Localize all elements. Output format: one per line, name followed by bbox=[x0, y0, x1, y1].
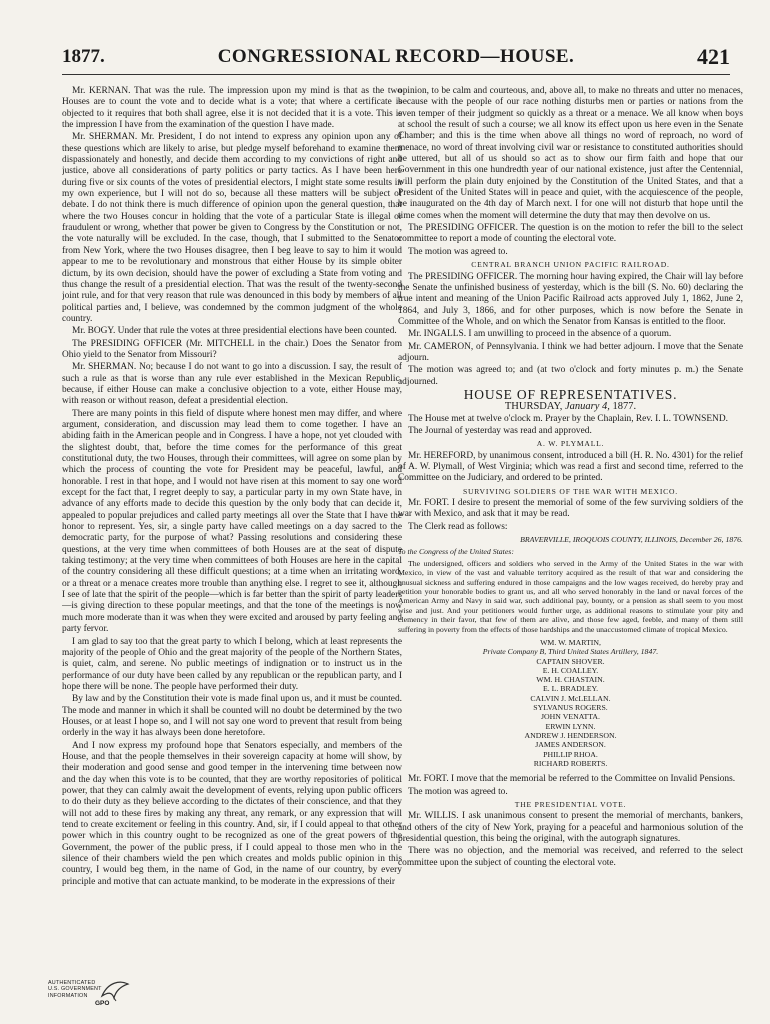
signer: ERWIN LYNN. bbox=[545, 721, 596, 731]
house-heading: HOUSE OF REPRESENTATIVES. bbox=[463, 386, 678, 402]
memorial-address: To the Congress of the United States: bbox=[398, 547, 514, 557]
signer: WM. W. MARTIN, bbox=[540, 638, 601, 647]
paragraph: Mr. HEREFORD, by unanimous consent, introduced a bill (H. R. No. 4301) for the relief of A. W. Plymall, of West Virginia; which was read a first and second time, referred to the Committee on the Judiciary, and ordered to be printed. bbox=[398, 450, 743, 484]
date-italic: January 4, bbox=[564, 401, 610, 413]
signer: WM. H. CHASTAIN. bbox=[536, 675, 605, 685]
signer-rank: Private Company B, Third United States Artillery, 1847. bbox=[482, 647, 659, 657]
paragraph: The motion was agreed to. bbox=[408, 246, 508, 257]
paragraph: The motion was agreed to; and (at two o'clock and forty minutes p. m.) the Senate adjourned. bbox=[398, 365, 743, 387]
seal-text: AUTHENTICATED U.S. GOVERNMENT INFORMATION bbox=[48, 980, 102, 999]
signer: PHILLIP RHOA. bbox=[543, 749, 598, 759]
paragraph: Mr. INGALLS. I am unwilling to proceed in the absence of a quorum. bbox=[408, 329, 672, 340]
signer: ANDREW J. HENDERSON. bbox=[524, 730, 617, 740]
header-title: CONGRESSIONAL RECORD—HOUSE. bbox=[217, 46, 575, 67]
section-heading-soldiers: SURVIVING SOLDIERS OF THE WAR WITH MEXICO. bbox=[462, 486, 679, 496]
paragraph: Mr. SHERMAN. No; because I do not want to go into a discussion. I say, the result of such a rule as that is worse than any rule ever established in the Mexican Republic, because, if either House can make a conclusive objection to a vote, either House may, with reason or without reason, defeat a presidential election. bbox=[62, 362, 402, 407]
paragraph: Mr. SHERMAN. Mr. President, I do not intend to express any opinion upon any of these questions which are likely to arise, but pledge myself beforehand to examine them dispassionately and honestly, and decide them according to my convictions of right and justice, above all considerations of party politics or party tactics. As I have been here during five or six counts of the votes of presidential electors, I might state some results in my own experience, but I will not do so, because all these matters will be subject of debate. I do not think there is much difference of opinion upon the general question, that where the two Houses concur in holding that the vote of a particular State is illegal or fraudulent or wrong, whether that power be given to Congress by the Constitution or not, the vote naturally will be excluded. In the case, though, that I submitted to the Senator from New York, where the two Houses disagree, then I beg leave to say to him it would appear to me to be revolutionary and monstrous that either House by its simple obiter dictum, by its own decision, should have the power of excluding a State from voting and thus change the result of a presidential election. That was the result of the twenty-second joint rule, and for that very reason that rule was denounced in this body by members of all political parties and, I believe, was condemned by the common judgment of the whole country. bbox=[62, 132, 402, 324]
signer: CALVIN J. McLELLAN. bbox=[530, 693, 611, 703]
paragraph: And I now express my profound hope that Senators especially, and members of the House, and that the people themselves in their sovereign capacity at home will show, by their moderation and good sense and good temper in the intervening time between now and the day when this vote is to be counted, that they are worthy repositories of political power, that they can calmly await the development of events, relying upon public officers to do their duty as they believe according to the dictates of their conscience, and that they will not add to these fires by making any threat, any remark, or any expression that will tend to create excitement or feeling in this country. And, sir, if I could appeal to that other power which in this country ought to be recognized as one of the great powers of the Government, the power of the public press, if I could appeal to those men who in the silence of their chambers wield the pen which creates and molds public opinion in this country, I would beg them, in the name of God, in the name of our country, by every principle and motive that can actuate mankind, to be moderate in the expressions of their bbox=[62, 740, 402, 887]
signer: JAMES ANDERSON. bbox=[535, 740, 606, 750]
section-heading-vote: THE PRESIDENTIAL VOTE. bbox=[514, 799, 627, 809]
signer: CAPTAIN SHOVER. bbox=[536, 656, 605, 666]
header-year: 1877. bbox=[62, 46, 105, 67]
page-header bbox=[62, 44, 730, 75]
memorial-signers bbox=[398, 638, 743, 768]
memorial-place: BRAVERVILLE, IROQUOIS COUNTY, ILLINOIS, December 26, 1876. bbox=[520, 535, 743, 545]
paragraph: Mr. BOGY. Under that rule the votes at three presidential elections have been counted. bbox=[72, 326, 397, 337]
paragraph: There was no objection, and the memorial was received, and referred to the select committee upon the subject of counting the electoral vote. bbox=[398, 846, 743, 868]
section-heading-plymall: A. W. PLYMALL. bbox=[536, 439, 605, 449]
signer: JOHN VENATTA. bbox=[540, 712, 600, 722]
signer: RICHARD ROBERTS. bbox=[533, 758, 608, 768]
paragraph: I am glad to say too that the great party to which I belong, which at least represents the majority of the people of Ohio and the great majority of the people of the Northern States, is quiet, calm, and serene. No public meetings of indignation or to instruct us in the performance of our duty have been called by any republican or the republican party, and I hope there will be none. The people have performed their duty. bbox=[62, 636, 402, 692]
paragraph: The Journal of yesterday was read and approved. bbox=[408, 425, 592, 436]
paragraph: The PRESIDING OFFICER. The morning hour having expired, the Chair will lay before the Senate the unfinished business of yesterday, which is the bill (S. No. 60) declaring the true intent and meaning of the Union Pacific Railroad acts approved July 1, 1862, June 2, 1864, and July 3, 1866, and for other purposes, which is now before the Senate in Committee of the Whole, and on which the Senator from Kansas is entitled to the floor. bbox=[398, 271, 743, 327]
paragraph: By law and by the Constitution their vote is made final upon us, and it must be counted. The mode and manner in which it shall be counted will no doubt be determined by the two Houses, or at least I hope so, and I will not say one word to prevent that result from being orderly in the way it has always been done heretofore. bbox=[62, 694, 402, 739]
section-heading-railroad: CENTRAL BRANCH UNION PACIFIC RAILROAD. bbox=[471, 260, 670, 270]
paragraph: There are many points in this field of dispute where honest men may differ, and where argument, consideration, and discussion may lead them to come together. I have an abiding faith in the American people and in Congress. I have a hope, not yet clouded with the slightest doubt, that, before the time comes for the performance of this great constitutional duty, the two Houses, through their committees, will agree on some plan by which the process of counting the vote for President may be peaceful, lawful, and honorable. I rest in that hope, and I would not have risen at this moment to say one word except for the fact that, I regret deeply to say, a particular party in my own State have, in advance of any efforts made to decide this question by the only body that can decide it, appealed to popular prejudices and called party meetings all over the State that I have the honor to represent. Yes, sir, a single party have called meetings on a day sacred to the democratic party, for the purpose of what? Passing resolutions and considering these questions, at the very time when committees of both Houses are at the seat of dispute taking testimony; at the very time when committees of both Houses are here in the capital of the country considering all these difficult questions; at a time when an irritating word, or a threat or a menace creates more trouble than anything else. I regret to see it, although I see of late that the spirit of the people—which is far better than the spirit of party leaders—is giving direction to these popular meetings, and that the tone of the meetings is now much more moderate than it was when they were excited and aroused by party feeling and party fervor. bbox=[62, 408, 402, 635]
left-column bbox=[62, 86, 402, 981]
date-prefix: THURSDAY, bbox=[504, 401, 563, 413]
signer: E. H. COALLEY. bbox=[542, 665, 599, 675]
paragraph: Mr. KERNAN. That was the rule. The impression upon my mind is that as the two Houses are to count the vote and to decide what is a vote; that where a certificate is objected to it requires that both shall agree, else it is not decided that it is a vote. This is the impression I have from the examination of the question I have made. bbox=[62, 86, 402, 131]
paragraph: The Clerk read as follows: bbox=[408, 521, 508, 532]
paragraph: The House met at twelve o'clock m. Prayer by the Chaplain, Rev. I. L. TOWNSEND. bbox=[408, 413, 728, 424]
paragraph: Mr. FORT. I desire to present the memorial of some of the few surviving soldiers of the war with Mexico, and ask that it may be read. bbox=[398, 498, 743, 520]
page-number: 421 bbox=[697, 44, 730, 69]
gpo-label: GPO bbox=[95, 1000, 110, 1007]
paragraph: Mr. CAMERON, of Pennsylvania. I think we had better adjourn. I move that the Senate adjourn. bbox=[398, 341, 743, 363]
right-column bbox=[398, 86, 743, 981]
eagle-icon bbox=[100, 978, 130, 1002]
paragraph: The motion was agreed to. bbox=[408, 786, 508, 797]
session-date bbox=[398, 401, 743, 412]
paragraph: opinion, to be calm and courteous, and, above all, to make no threats and utter no menaces, because with the people of our race nothing disturbs men or parties or nations from the even temper of their judgment so quickly as a threat or a menace. We all know when boys at school the result of such a course; we all know its effect upon us here even in the Senate Chamber; and this is the time when above all things no word of reproach, no word of menace, no word of threat involving civil war or resistance to constituted authorities should be uttered, but all of us should so act as to show our firm faith and hope that our Government in this one hundredth year of our national existence, just after the Centennial, will perform the plain duty enjoined by the Constitution of the United States, and that a President of the United States will in peace and quiet, with the acquiescence of the people, be inaugurated on the 4th day of March next. I for one will not disturb that hope until the time comes when the moment will determine the duty that may then devolve on us. bbox=[398, 86, 743, 221]
gpo-authentication-seal bbox=[40, 974, 136, 1012]
signer: E. L. BRADLEY. bbox=[542, 684, 599, 694]
paragraph: Mr. WILLIS. I ask unanimous consent to present the memorial of merchants, bankers, and others of the city of New York, praying for a peaceful and harmonious solution of the presidential question, this being the original, with the autograph signatures. bbox=[398, 811, 743, 844]
memorial-body: The undersigned, officers and soldiers who served in the Army of the United States in the war with Mexico, in view of the vast and valuable territory acquired as the result of that war and considering the unusual sickness and suffering endured in those campaigns and the low wages received, do hereby pray and petition your honorable bodies to grant us, and all who served honorably in the land or naval forces of the American Army and Navy in said war, such additional pay, bounty, or a pension as shall seem to you most wise and just. And your petitioners would further urge, as additional reasons to stimulate your pity and clemency in their favor, that few of them are alive, and those few aged, feeble, and many of them still suffering in poverty from the effects of those hardships and the unaccustomed climate of tropical Mexico. bbox=[398, 558, 743, 634]
paragraph: Mr. FORT. I move that the memorial be referred to the Committee on Invalid Pensions. bbox=[408, 774, 736, 785]
paragraph: The PRESIDING OFFICER (Mr. MITCHELL in the chair.) Does the Senator from Ohio yield to the Senator from Missouri? bbox=[62, 338, 402, 360]
signer: SYLVANUS ROGERS. bbox=[533, 703, 608, 713]
date-year: 1877. bbox=[612, 401, 637, 413]
paragraph: The PRESIDING OFFICER. The question is on the motion to refer the bill to the select committee to report a mode of counting the electoral vote. bbox=[398, 223, 743, 245]
